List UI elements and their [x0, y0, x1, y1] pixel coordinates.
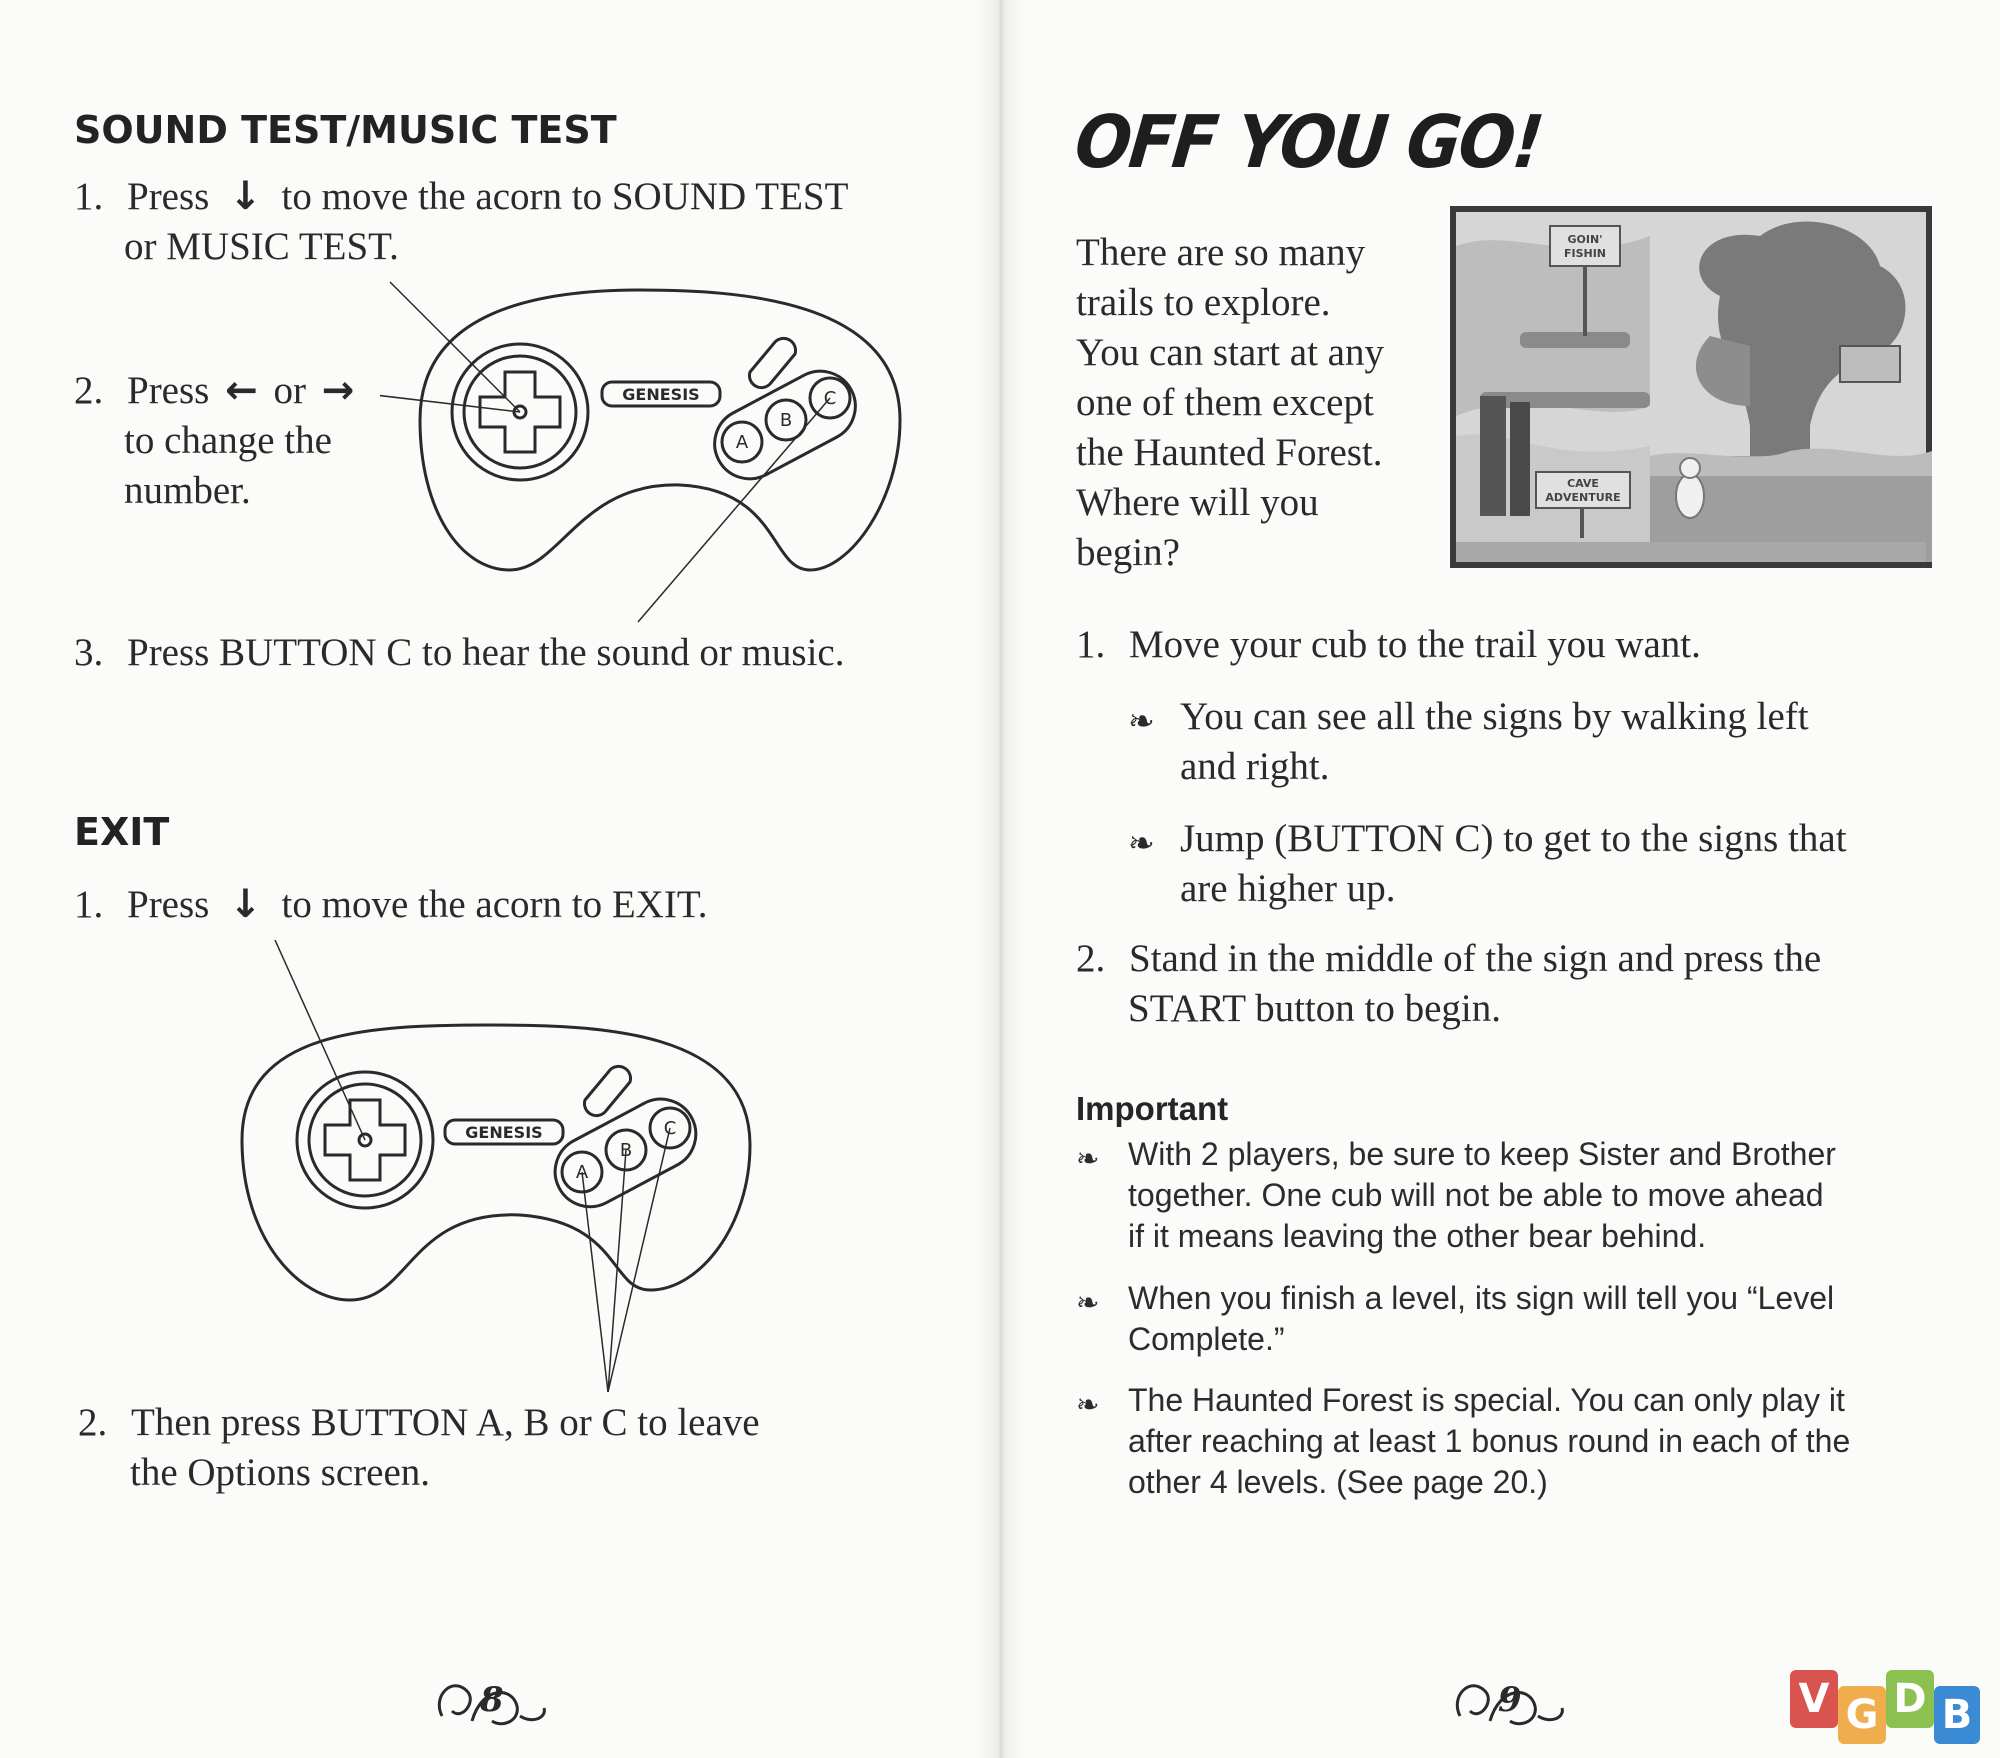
intro-paragraph [1076, 228, 1456, 578]
bear-cub-character [1676, 474, 1704, 518]
right-step-1 [1076, 620, 1936, 670]
button-b-label: B [619, 1140, 633, 1161]
step-text: or [273, 369, 307, 412]
step-number: 1. [74, 883, 104, 926]
page-number-text: 8 [480, 1680, 504, 1720]
button-a-label: A [735, 432, 749, 453]
step-text: number. [124, 469, 251, 512]
page-number-9 [1450, 1666, 1570, 1736]
sub-bullet-item [1128, 692, 1809, 792]
bullet-text: Jump (BUTTON C) to get to the signs that [1180, 817, 1847, 860]
sound-step-1 [74, 172, 914, 272]
step-number: 2. [74, 369, 104, 412]
bullet-text: together. One cub will not be able to move ahead [1128, 1177, 1824, 1213]
vgdb-watermark-logo [1790, 1670, 1990, 1750]
bullet-text: are higher up. [1180, 867, 1396, 910]
step-text: the Options screen. [130, 1451, 431, 1494]
sign-goin-fishin [1550, 226, 1620, 266]
exit-heading: EXIT [74, 810, 170, 854]
sign-text: CAVE [1567, 477, 1599, 490]
sound-step-3 [74, 628, 954, 678]
step-number: 1. [1076, 623, 1106, 666]
step-text: Stand in the middle of the sign and press the [1129, 937, 1822, 980]
leaf-bullet-icon: ❧ [1076, 1389, 1100, 1420]
right-arrow-icon: → [321, 368, 355, 413]
controller-body [420, 290, 900, 570]
important-heading: Important [1076, 1090, 1229, 1127]
button-a-label: A [575, 1162, 589, 1183]
genesis-logo-text: GENESIS [465, 1123, 543, 1142]
step-text: Press [127, 175, 210, 218]
step-number: 1. [74, 175, 104, 218]
leaf-bullet-icon: ❧ [1128, 703, 1155, 739]
bullet-text: When you finish a level, its sign will tell you “Level [1128, 1280, 1835, 1316]
left-arrow-icon: ← [225, 368, 258, 413]
bullet-text: and right. [1180, 745, 1330, 788]
intro-line: begin? [1076, 531, 1180, 574]
bullet-text: after reaching at least 1 bonus round in each of the [1128, 1423, 1851, 1459]
sign-text: FISHIN [1563, 247, 1607, 260]
vgdb-letter-b: B [1934, 1686, 1980, 1744]
bullet-text: The Haunted Forest is special. You can only play it [1128, 1382, 1845, 1418]
book-spine [975, 0, 1025, 1758]
page-title: OFF YOU GO! [1071, 100, 1546, 185]
vgdb-letter-g: G [1838, 1686, 1886, 1744]
leaf-bullet-icon: ❧ [1128, 825, 1155, 861]
button-b-label: B [779, 410, 793, 431]
sound-step-2 [74, 366, 394, 516]
genesis-logo-text: GENESIS [622, 385, 700, 404]
important-item [1076, 1134, 1836, 1257]
step-text: START button to begin. [1128, 987, 1501, 1030]
vgdb-letter-d: D [1886, 1670, 1934, 1728]
important-item [1076, 1278, 1834, 1360]
step-text: Press BUTTON C to hear the sound or music. [127, 631, 845, 674]
intro-line: trails to explore. [1076, 281, 1331, 324]
controller-body [242, 1025, 750, 1300]
genesis-controller-diagram [380, 270, 920, 630]
sound-test-heading: SOUND TEST/MUSIC TEST [74, 108, 617, 152]
step-text: to move the acorn to EXIT. [281, 883, 708, 926]
step-text: Press [127, 369, 210, 412]
page-number-text: 9 [1498, 1680, 1522, 1720]
important-item [1076, 1380, 1850, 1503]
bullet-text: Complete.” [1128, 1321, 1285, 1357]
start-button [749, 338, 795, 387]
bullet-text: With 2 players, be sure to keep Sister and Brother [1128, 1136, 1836, 1172]
step-text: to change the [124, 419, 332, 462]
genesis-controller-diagram-exit [230, 940, 770, 1400]
bullet-text: You can see all the signs by walking left [1180, 695, 1809, 738]
intro-line: There are so many [1076, 231, 1366, 274]
step-text: Press [127, 883, 210, 926]
intro-line: You can start at any [1076, 331, 1384, 374]
step-text: or MUSIC TEST. [124, 225, 399, 268]
right-step-2 [1076, 934, 1936, 1034]
game-screenshot [1450, 206, 1932, 568]
start-button [584, 1066, 630, 1115]
button-c-label: C [663, 1118, 677, 1139]
step-text: Then press BUTTON A, B or C to leave [131, 1401, 760, 1444]
step-number: 3. [74, 631, 104, 674]
callout-lines [275, 940, 670, 1392]
down-arrow-icon: ↓ [229, 174, 262, 219]
sign-text: ADVENTURE [1545, 491, 1621, 504]
step-number: 2. [78, 1401, 108, 1444]
intro-line: one of them except [1076, 381, 1374, 424]
step-text: Move your cub to the trail you want. [1129, 623, 1701, 666]
sub-bullet-item [1128, 814, 1847, 914]
button-c-label: C [823, 388, 837, 409]
exit-step-1 [74, 880, 914, 930]
leaf-bullet-icon: ❧ [1076, 1287, 1100, 1318]
intro-line: the Haunted Forest. [1076, 431, 1383, 474]
intro-line: Where will you [1076, 481, 1319, 524]
bullet-text: other 4 levels. (See page 20.) [1128, 1464, 1548, 1500]
exit-step-2 [78, 1398, 918, 1498]
leaf-bullet-icon: ❧ [1076, 1143, 1100, 1174]
down-arrow-icon: ↓ [229, 882, 262, 927]
step-number: 2. [1076, 937, 1106, 980]
vgdb-letter-v: V [1790, 1670, 1838, 1728]
page-number-8 [432, 1666, 552, 1736]
bullet-text: if it means leaving the other bear behind. [1128, 1218, 1707, 1254]
sign-text: GOIN' [1567, 233, 1603, 246]
callout-lines [380, 282, 830, 622]
step-text: to move the acorn to SOUND TEST [281, 175, 849, 218]
